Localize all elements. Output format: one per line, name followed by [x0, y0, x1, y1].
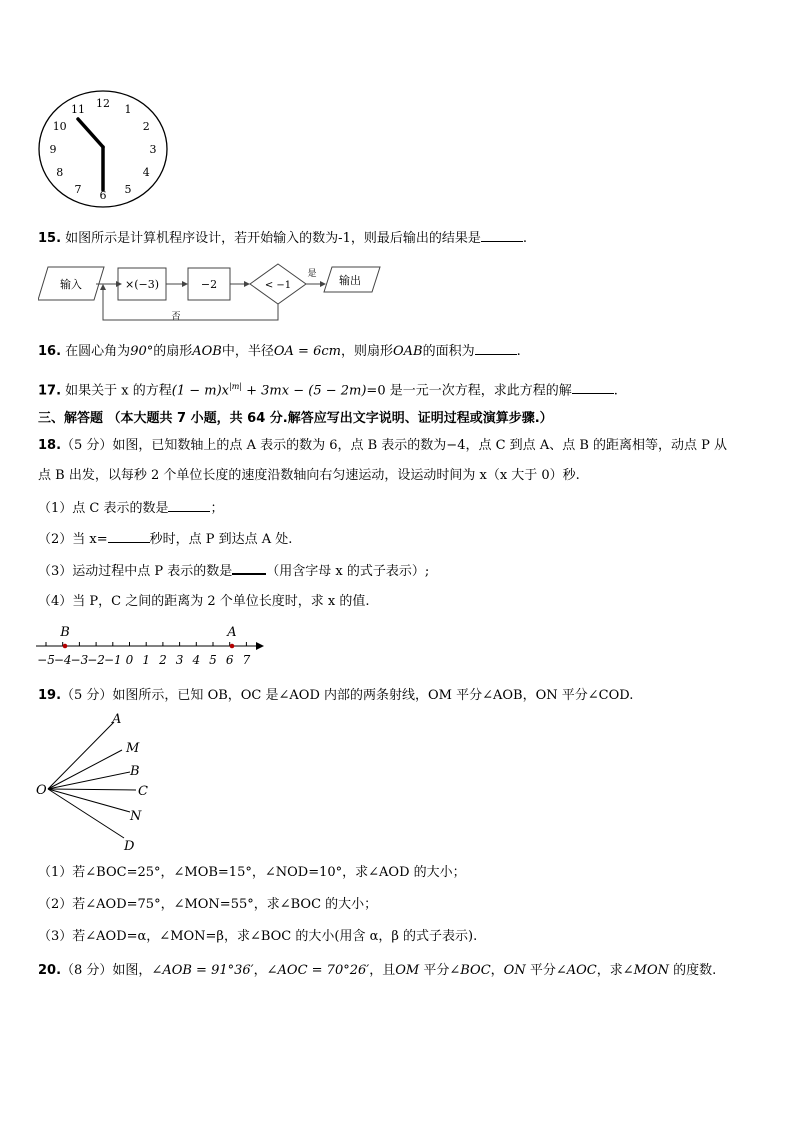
q16-text: 16. 在圆心角为90°的扇形AOB中，半径OA = 6cm，则扇形OAB的面积为 . [38, 344, 521, 359]
flow-multiply-label: ×(−3) [124, 278, 160, 291]
q19-text: 19.（5 分）如图所示，已知 OB，OC 是∠AOD 内部的两条射线，OM 平分∠AOB，ON 平分∠COD. [38, 688, 634, 703]
clock-figure [36, 88, 170, 212]
clock-number: 10 [52, 120, 67, 133]
axis-tick-label: −2 [87, 653, 105, 667]
label-ray-m: M [126, 741, 140, 756]
q17-answer-blank[interactable] [572, 381, 614, 394]
label-ray-c: C [138, 784, 148, 799]
clock-number: 9 [49, 143, 57, 156]
clock-number: 7 [74, 182, 82, 196]
q18-line1: 18.（5 分）如图，已知数轴上的点 A 表示的数为 6，点 B 表示的数为−4，点 C 到点 A、点 B 的距离相等，动点 P 从 [38, 438, 728, 453]
q18-number-line [32, 622, 268, 670]
clock-number: 11 [71, 103, 85, 117]
ray-oa [48, 722, 114, 789]
flow-input-label: 输入 [60, 278, 82, 291]
label-ray-b: B [130, 764, 140, 779]
q15-flowchart [38, 262, 383, 326]
clock-number: 12 [96, 97, 110, 110]
q18-part2: （2）当 x= 秒时，点 P 到达点 A 处. [38, 532, 293, 547]
axis-tick-label: −3 [70, 653, 89, 667]
flow-loop-back [103, 288, 278, 320]
clock-number: 8 [56, 166, 64, 179]
q19-figure [34, 710, 164, 856]
q18-part1: （1）点 C 表示的数是 ； [38, 501, 224, 516]
label-ray-n: N [130, 809, 142, 824]
flow-output-label: 输出 [339, 274, 361, 287]
ray-od [48, 789, 124, 838]
q17-text: 17. 如果关于 x 的方程$(1 - m)x^{|m|} + 3mx - (5 - 2m)=0$ 是一元一次方程，求此方程的解 . [38, 382, 618, 399]
axis-tick-label: 2 [159, 653, 167, 667]
q19-part3: （3）若∠AOD=α，∠MON=β，求∠BOC 的大小(用含 α，β 的式子表示). [38, 929, 478, 944]
flow-condition-label: < −1 [264, 280, 292, 291]
label-ray-d: D [124, 839, 135, 854]
clock-number: 1 [124, 103, 132, 117]
q16-answer-blank[interactable] [475, 342, 517, 355]
point-b [63, 644, 68, 649]
q15-number: 15. [38, 231, 62, 246]
axis-tick-label: 4 [192, 653, 201, 667]
ray-om [48, 750, 122, 789]
point-a [230, 644, 235, 649]
q15-answer-blank[interactable] [481, 229, 523, 242]
section-heading: 三、解答题 （本大题共 7 小题，共 64 分.解答应写出文字说明、证明过程或演算步骤.） [38, 411, 553, 426]
label-a: A [227, 625, 237, 640]
q19-part2: （2）若∠AOD=75°，∠MON=55°，求∠BOC 的大小； [38, 897, 378, 912]
ray-on [48, 789, 130, 812]
q18-p1-blank[interactable] [168, 499, 210, 512]
axis-tick-label: 0 [125, 653, 134, 667]
label-o: O [36, 783, 47, 798]
label-b: B [60, 625, 70, 640]
clock-hour-hand [78, 119, 103, 147]
axis-tick-label: 6 [225, 653, 234, 667]
q18-part3: （3）运动过程中点 P 表示的数是 （用含字母 x 的式子表示）; [38, 561, 429, 581]
clock-number: 5 [124, 182, 132, 196]
flow-subtract-label: −2 [200, 278, 218, 291]
q18-p3-blank[interactable] [232, 561, 266, 575]
flow-no-label: 否 [171, 312, 181, 322]
axis-tick-label: −4 [53, 653, 72, 667]
axis-tick-label: 1 [142, 653, 151, 667]
q18-line2: 点 B 出发，以每秒 2 个单位长度的速度沿数轴向右匀速运动，设运动时间为 x（x 大于 0）秒. [38, 468, 580, 483]
axis-tick-label: 5 [209, 653, 217, 667]
axis-tick-label: −5 [37, 653, 55, 667]
axis-tick-label: 7 [242, 653, 251, 667]
q18-part4: （4）当 P，C 之间的距离为 2 个单位长度时，求 x 的值. [38, 594, 370, 609]
clock-number: 6 [99, 189, 107, 202]
ray-ob [48, 772, 130, 789]
clock-number: 3 [149, 143, 157, 156]
flow-yes-label: 是 [307, 269, 317, 279]
q15-text: 15. 如图所示是计算机程序设计，若开始输入的数为-1，则最后输出的结果是 . [38, 231, 527, 246]
clock-number: 2 [142, 120, 150, 133]
q20-text: 20.（8 分）如图，∠AOB = 91°36′，∠AOC = 70°26′，且OM 平分∠BOC，ON 平分∠AOC，求∠MON 的度数. [38, 963, 717, 978]
q18-p2-blank[interactable] [108, 530, 150, 543]
clock-number: 4 [142, 166, 150, 179]
axis-tick-label: 3 [175, 653, 184, 667]
ray-oc [48, 789, 136, 790]
axis-tick-label: −1 [103, 653, 122, 667]
label-ray-a: A [112, 712, 122, 727]
q19-part1: （1）若∠BOC=25°，∠MOB=15°，∠NOD=10°，求∠AOD 的大小； [38, 865, 466, 880]
axis-arrow [256, 642, 264, 650]
